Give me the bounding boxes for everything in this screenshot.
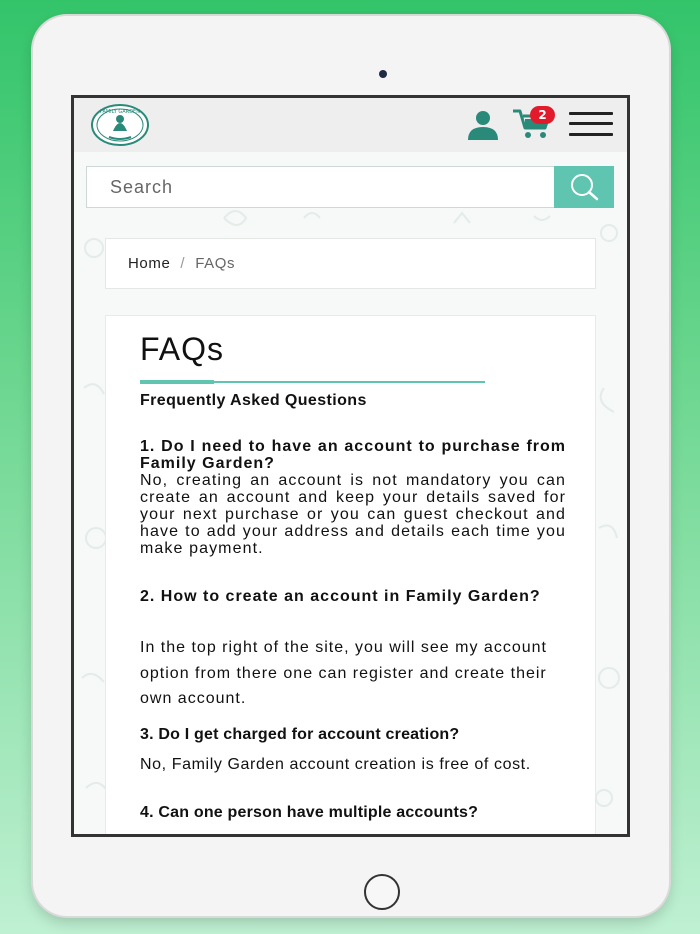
breadcrumb-current: FAQs [195, 255, 236, 272]
screen [71, 95, 630, 837]
faq-content-card [105, 315, 596, 837]
hamburger-menu-icon[interactable] [569, 110, 613, 138]
home-button[interactable] [364, 874, 400, 910]
faq-answer-3: No, Family Garden account creation is free of cost. [140, 756, 531, 773]
svg-text:FAMILY GARDEN: FAMILY GARDEN [100, 109, 140, 115]
breadcrumb [105, 238, 596, 289]
cart-count-badge: 2 [530, 106, 555, 124]
user-account-icon[interactable] [466, 110, 500, 140]
faq-answer-1: No, creating an account is not mandatory you can create an account and keep your details saved for your next purchase or you can guest checkout and have to add your address and details each time you make payment. [140, 472, 566, 557]
faq-question-3: 3. Do I get charged for account creation? [140, 726, 460, 743]
faq-subtitle: Frequently Asked Questions [140, 392, 367, 409]
search-icon [568, 172, 600, 202]
faq-question-2: 2. How to create an account in Family Garden? [140, 588, 541, 605]
breadcrumb-home-link[interactable]: Home [128, 255, 171, 272]
search-button[interactable] [554, 166, 614, 208]
search-input[interactable] [87, 167, 553, 207]
faq-question-4: 4. Can one person have multiple accounts? [140, 804, 479, 821]
breadcrumb-separator: / [180, 255, 186, 272]
search-bar [86, 166, 614, 208]
camera [379, 70, 387, 78]
page-title: FAQs [140, 331, 225, 367]
faq-answer-2: In the top right of the site, you will see my account option from there one can register and create their own account. [140, 639, 547, 707]
site-header [74, 98, 627, 152]
family-garden-logo[interactable] [91, 104, 149, 146]
title-underline-accent [140, 380, 214, 384]
faq-question-1: 1. Do I need to have an account to purchase from Family Garden? [140, 438, 566, 472]
